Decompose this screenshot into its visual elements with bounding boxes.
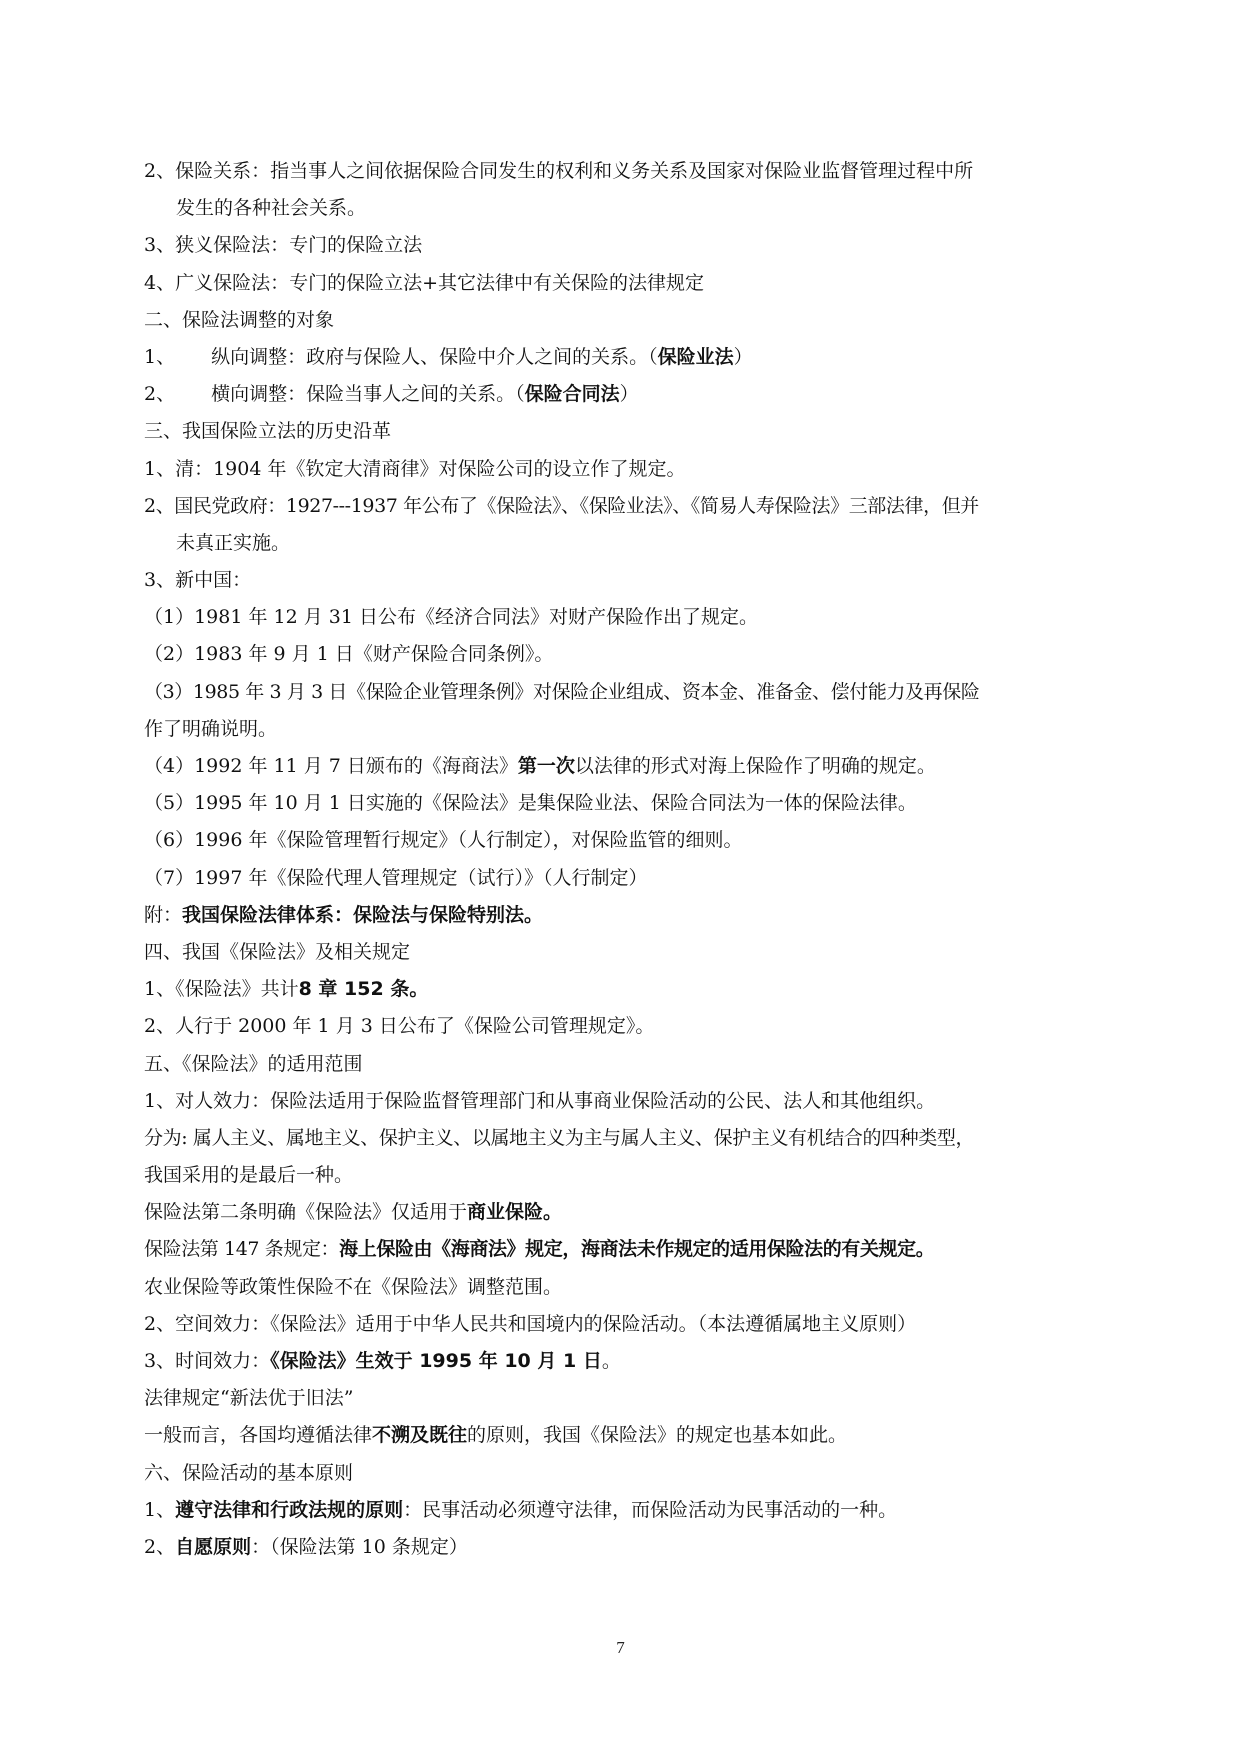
text-line: 4、广义保险法：专门的保险立法+其它法律中有关保险的法律规定 xyxy=(144,271,705,294)
text-line: 1、对人效力：保险法适用于保险监督管理部门和从事商业保险活动的公民、法人和其他组织。 xyxy=(144,1089,936,1112)
text-line: 1、《保险法》共计8 章 152 条。 xyxy=(144,978,429,1001)
text-line: 保险法第 147 条规定：海上保险由《海商法》规定，海商法未作规定的适用保险法的有关规定。 xyxy=(144,1238,935,1261)
text-line: （7）1997 年《保险代理人管理规定（试行）》（人行制定） xyxy=(144,866,648,889)
text-line: 分为: 属人主义、属地主义、保护主义、以属地主义为主与属人主义、保护主义有机结合的四种类型， xyxy=(144,1126,975,1149)
text-line: 2、国民党政府：1927---1937 年公布了《保险法》、《保险业法》、《简易人寿保险法》三部法律，但并 xyxy=(144,494,979,517)
text-line: 我国采用的是最后一种。 xyxy=(144,1164,354,1187)
text-line: （5）1995 年 10 月 1 日实施的《保险法》是集保险业法、保险合同法为一体的保险法律。 xyxy=(144,792,917,815)
text-line: 2、人行于 2000 年 1 月 3 日公布了《保险公司管理规定》。 xyxy=(144,1015,655,1038)
section-heading: 四、我国《保险法》及相关规定 xyxy=(144,940,411,963)
text-line: 3、新中国： xyxy=(144,569,252,592)
text-line: 2、自愿原则：（保险法第 10 条规定） xyxy=(144,1535,468,1558)
text-line: 发生的各种社会关系。 xyxy=(176,197,367,220)
text-line: 农业保险等政策性保险不在《保险法》调整范围。 xyxy=(144,1275,563,1298)
section-heading: 五、《保险法》的适用范围 xyxy=(144,1052,363,1075)
text-line: 2、 横向调整：保险当事人之间的关系。（保险合同法） xyxy=(144,383,639,406)
text-line: （3）1985 年 3 月 3 日《保险企业管理条例》对保险企业组成、资本金、准备金、偿付能力及再保险 xyxy=(144,680,980,703)
text-line: 3、时间效力：《保险法》生效于 1995 年 10 月 1 日。 xyxy=(144,1350,621,1372)
text-line: （4）1992 年 11 月 7 日颁布的《海商法》第一次以法律的形式对海上保险作了明确的规定。 xyxy=(144,755,936,777)
text-line: 保险法第二条明确《保险法》仅适用于商业保险。 xyxy=(144,1201,563,1224)
text-line: 1、清：1904 年《钦定大清商律》对保险公司的设立作了规定。 xyxy=(144,457,686,480)
section-heading: 三、我国保险立法的历史沿革 xyxy=(144,420,392,443)
section-heading: 二、保险法调整的对象 xyxy=(144,308,335,331)
text-line: 未真正实施。 xyxy=(176,531,291,554)
text-line: 2、保险关系：指当事人之间依据保险合同发生的权利和义务关系及国家对保险业监督管理过程中所 xyxy=(144,160,974,182)
text-line: 1、 纵向调整：政府与保险人、保险中介人之间的关系。（保险业法） xyxy=(144,345,753,368)
text-line: 作了明确说明。 xyxy=(144,717,278,740)
text-line: 法律规定“新法优于旧法” xyxy=(144,1387,354,1410)
section-heading: 六、保险活动的基本原则 xyxy=(144,1461,354,1484)
page-number: 7 xyxy=(616,1638,625,1657)
text-line: 2、空间效力：《保险法》适用于中华人民共和国境内的保险活动。（本法遵循属地主义原则） xyxy=(144,1312,917,1335)
body-text xyxy=(144,153,1104,1566)
text-line: （6）1996 年《保险管理暂行规定》（人行制定），对保险监管的细则。 xyxy=(144,829,743,852)
text-line: 1、遵守法律和行政法规的原则：民事活动必须遵守法律，而保险活动为民事活动的一种。 xyxy=(144,1498,898,1521)
text-line: 3、狭义保险法：专门的保险立法 xyxy=(144,234,423,257)
text-line: （1）1981 年 12 月 31 日公布《经济合同法》对财产保险作出了规定。 xyxy=(144,606,758,629)
text-line: （2）1983 年 9 月 1 日《财产保险合同条例》。 xyxy=(144,643,554,666)
text-line: 附：我国保险法律体系：保险法与保险特别法。 xyxy=(144,903,544,926)
text-line: 一般而言，各国均遵循法律不溯及既往的原则，我国《保险法》的规定也基本如此。 xyxy=(144,1424,848,1447)
